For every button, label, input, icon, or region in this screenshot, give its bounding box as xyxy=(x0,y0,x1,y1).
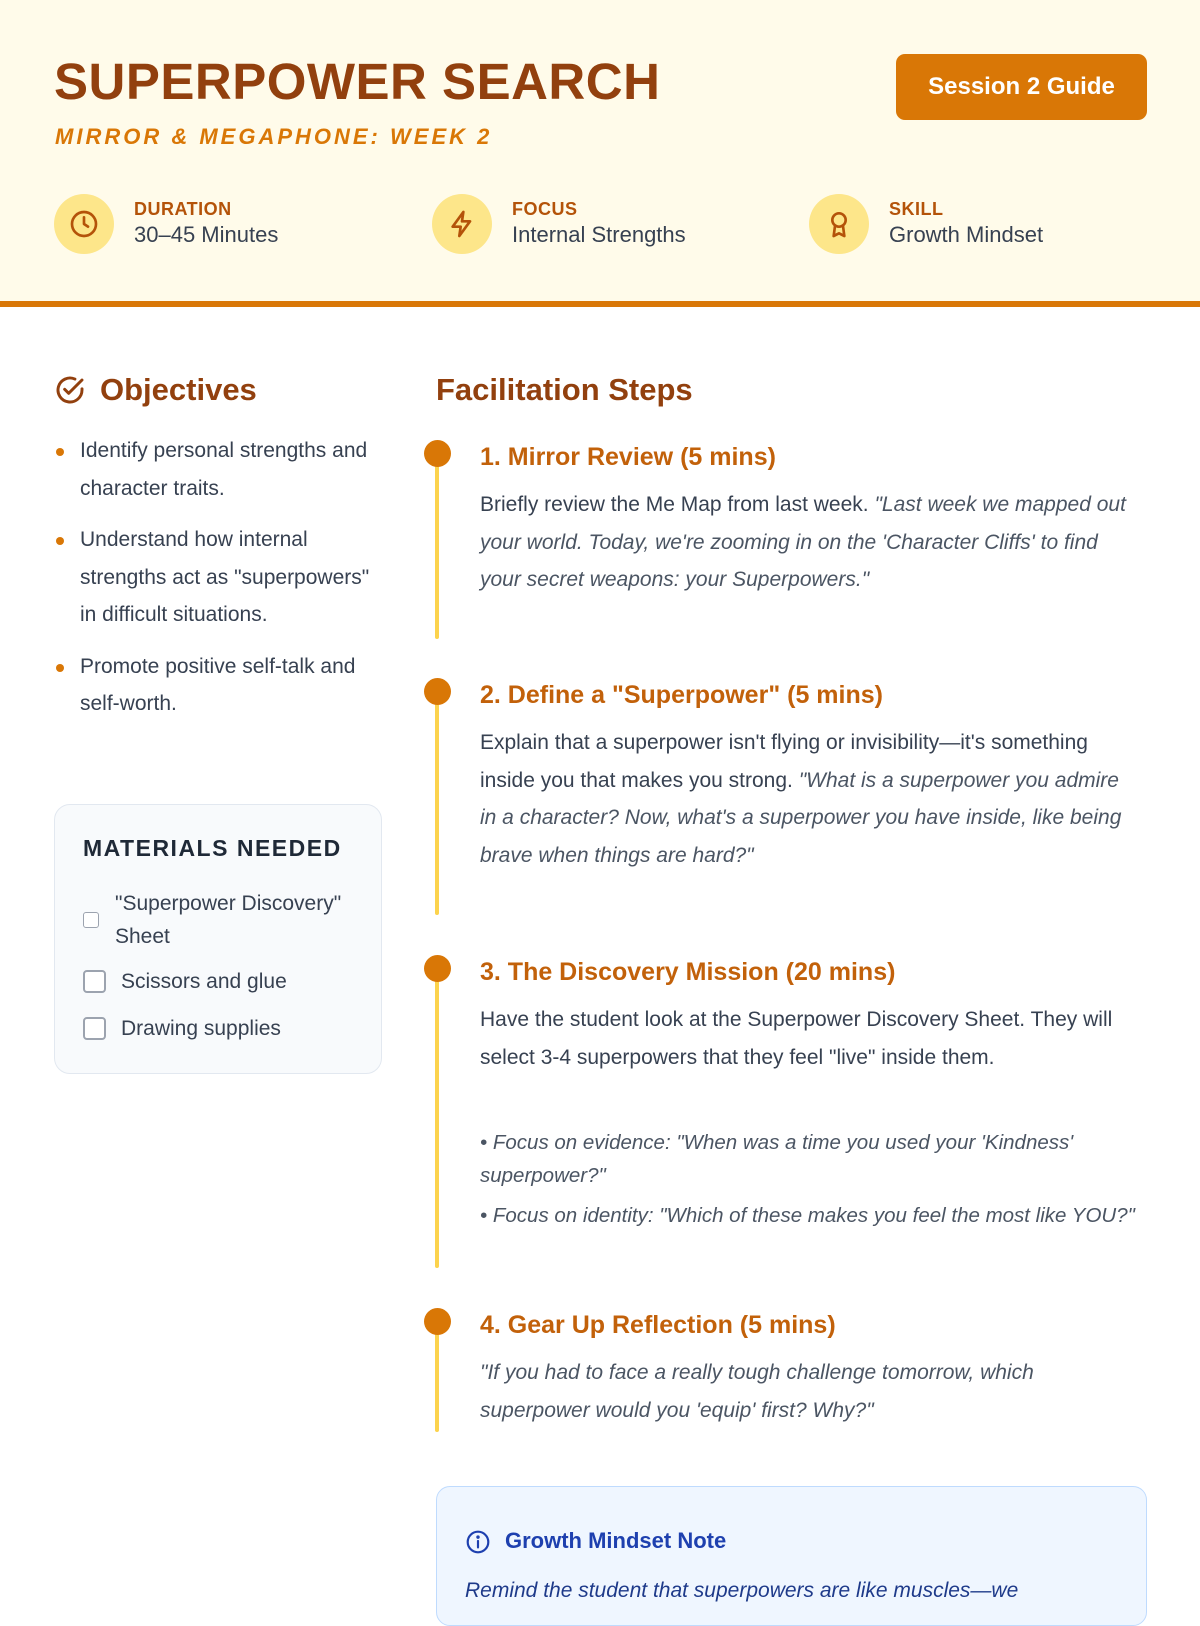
timeline-dot xyxy=(424,678,451,705)
info-icon xyxy=(465,1529,491,1560)
lightning-icon xyxy=(432,194,492,254)
step-bullet: • Focus on identity: "Which of these makes you feel the most like YOU?" xyxy=(480,1204,1135,1227)
check-circle-icon xyxy=(54,374,86,406)
list-item: Understand how internal strengths act as "superpowers" in difficult situations. xyxy=(54,521,384,634)
step-quote: "If you had to face a really tough challenge tomorrow, which superpower would you 'equip' first? Why?" xyxy=(480,1361,1034,1422)
meta-value: 30–45 Minutes xyxy=(134,222,279,247)
step-title: 2. Define a "Superpower" (5 mins) xyxy=(480,681,883,709)
step-body xyxy=(480,1354,1140,1429)
step-body xyxy=(480,724,1140,874)
timeline-line xyxy=(435,454,439,639)
materials-item-label: Scissors and glue xyxy=(121,970,287,993)
page-header xyxy=(0,0,1200,307)
timeline-dot xyxy=(424,955,451,982)
meta-value: Growth Mindset xyxy=(889,222,1044,247)
materials-item-label: Drawing supplies xyxy=(121,1017,281,1040)
materials-card xyxy=(54,804,382,1074)
materials-item xyxy=(83,1012,281,1045)
materials-item xyxy=(83,965,287,998)
step-text: Have the student look at the Superpower Discovery Sheet. They will select 3-4 superpowers that they feel "live" inside them. xyxy=(480,1008,1113,1069)
meta-skill xyxy=(809,194,1043,254)
timeline-line xyxy=(435,969,439,1268)
page-subtitle: MIRROR & MEGAPHONE: WEEK 2 xyxy=(55,124,493,149)
objectives-list xyxy=(54,432,384,737)
timeline-line xyxy=(435,692,439,915)
step-quote: "Last week we mapped out your world. Today, we're zooming in on the 'Character Cliffs' to find your secret weapons: your Superpowers." xyxy=(480,493,1126,591)
checkbox[interactable] xyxy=(83,970,106,993)
timeline-line xyxy=(435,1322,439,1432)
award-icon xyxy=(809,194,869,254)
meta-value: Internal Strengths xyxy=(512,222,686,247)
clock-icon xyxy=(54,194,114,254)
step-title: 1. Mirror Review (5 mins) xyxy=(480,443,776,471)
materials-item xyxy=(83,887,353,953)
meta-focus xyxy=(432,194,686,254)
materials-item-label: "Superpower Discovery" Sheet xyxy=(115,892,342,948)
timeline-dot xyxy=(424,1308,451,1335)
objectives-title: Objectives xyxy=(100,372,257,407)
step-text: Explain that a superpower isn't flying or invisibility—it's something inside you that makes you strong. xyxy=(480,731,1088,792)
session-guide-button[interactable]: Session 2 Guide xyxy=(896,54,1147,120)
list-item: Promote positive self-talk and self-worth. xyxy=(54,648,384,723)
step-bullet: • Focus on evidence: "When was a time you used your 'Kindness' superpower?" xyxy=(480,1131,1074,1187)
materials-title: MATERIALS NEEDED xyxy=(83,835,342,861)
meta-label: SKILL xyxy=(889,199,944,219)
step-title: 3. The Discovery Mission (20 mins) xyxy=(480,958,896,986)
step-body xyxy=(480,1001,1140,1076)
timeline-dot xyxy=(424,440,451,467)
meta-label: FOCUS xyxy=(512,199,578,219)
checkbox[interactable] xyxy=(83,1017,106,1040)
step-quote: "What is a superpower you admire in a character? Now, what's a superpower you have inside, like being brave when things are hard?" xyxy=(480,768,1122,867)
checkbox[interactable] xyxy=(83,912,99,928)
step-title: 4. Gear Up Reflection (5 mins) xyxy=(480,1311,836,1339)
list-item: Identify personal strengths and character traits. xyxy=(54,432,384,507)
growth-mindset-note xyxy=(436,1486,1147,1626)
steps-heading: Facilitation Steps xyxy=(436,372,693,407)
note-title: Growth Mindset Note xyxy=(505,1528,727,1553)
step-bullets xyxy=(480,1126,1140,1239)
step-text: Briefly review the Me Map from last week. xyxy=(480,493,869,516)
note-text: Remind the student that superpowers are like muscles—we xyxy=(465,1579,1019,1602)
meta-label: DURATION xyxy=(134,199,232,219)
step-body xyxy=(480,486,1140,599)
objectives-heading xyxy=(54,372,257,408)
page-title: SUPERPOWER SEARCH xyxy=(54,53,661,110)
meta-duration xyxy=(54,194,278,254)
